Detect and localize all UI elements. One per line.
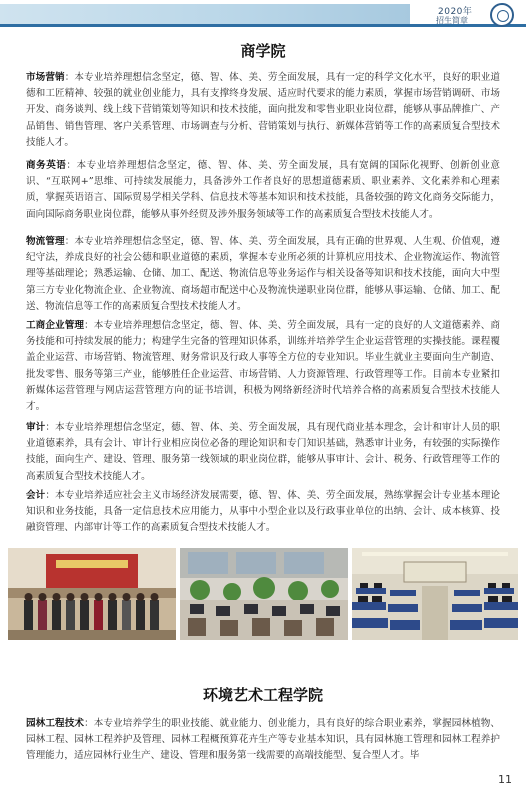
group-photo — [8, 548, 176, 640]
major-label: 商务英语 — [26, 160, 67, 171]
page-number: 11 — [498, 773, 512, 786]
major-description: ：本专业培养理想信念坚定，德、智、体、美、劳全面发展，具有正确的世界观、人生观、价值观，遵纪守法，养成良好的社会公德和职业道德的素质，掌握本专业所必须的计算机应用技术、企业物流运作、物流管理等基础理论；熟悉运输、仓储、加工、配送、物流信息等业务运作与相关设备等知识和技术技能，面向大中型第三方专业化物流企业、企业物流、商场超市配送中心及物流快递职业岗位群，能够从事运输、仓储、加工、配送、物流信息等工作的高素质复合型技术技能人才。 — [26, 236, 501, 312]
header-year: 2020年 — [438, 7, 473, 17]
major-label: 审计 — [26, 422, 46, 433]
major-description: ：本专业培养学生的职业技能、就业能力、创业能力，具有良好的综合职业素养，掌握园林植物、园林工程、园林工程养护及管理、园林工程概预算花卉生产等专业基本知识，具有园林施工管理和园林工程养护管理能力，适应园林行业生产、建设、管理和服务第一线需要的高端技能型、复合型人才。毕 — [26, 718, 501, 762]
major-description: ：本专业培养理想信念坚定，德、智、体、美、劳全面发展，具有现代商业基本理念，会计和审计人员的职业道德素养，具有会计、审计行业相应岗位必备的理论知识和专门知识基础，熟悉审计业务，有较强的实际操作技能，面向生产、建设、管理、服务第一线领域的职业岗位群，能够从事审计、会计、税务、行政管理等工作的高素质复合型技术技能人才。 — [26, 422, 501, 482]
paragraph-business-management — [26, 318, 500, 415]
major-description: ：本专业培养理想信念坚定，德、智、体、美、劳全面发展，具有宽阔的国际化视野、创新创业意识、“互联网+”思维、可持续发展能力，具备涉外工作者良好的思想道德素质、职业素养、文化素养和心理素质，掌握英语语言、国际贸易学相关学科、信息技术等基本知识和技术技能，具备较强的跨文化商务交际能力，面向国际商务职业岗位群，能够从事外经贸及涉外服务领域等工作的高素质复合型技术技能人才。 — [26, 160, 501, 220]
paragraph-marketing — [26, 70, 500, 151]
page-header — [0, 0, 526, 30]
major-label: 工商企业管理 — [26, 320, 85, 331]
major-label: 园林工程技术 — [26, 718, 85, 729]
major-description: ：本专业培养理想信念坚定，德、智、体、美、劳全面发展，具有一定的良好的人文道德素养、商务技能和可持续发展的能力；构建学生完备的管理知识体系，训练并培养学生企业运营管理的实操技能。课程覆盖企业运营、市场营销、物流管理、财务常识及行政人事等全方位的专业知识。毕业生就业主要面向生产制造、批发零售、服务等第三产业，能够胜任企业运营、市场营销、人力资源管理、行政管理等工作。目前本专业紧扣新媒体运营管理与网店运营管理方向的证书培训，积极为网络新经济时代培养合格的高素质复合型技术技能人才。 — [26, 320, 501, 413]
computer-room-photo — [352, 548, 518, 640]
header-subtitle: 招生简章 — [436, 16, 468, 25]
paragraph-logistics — [26, 234, 500, 315]
paragraph-accounting — [26, 488, 500, 537]
major-label: 市场营销 — [26, 72, 65, 83]
section-title-business: 商学院 — [240, 42, 286, 60]
classroom-photo — [180, 548, 348, 640]
major-label: 物流管理 — [26, 236, 65, 247]
major-label: 会计 — [26, 490, 46, 501]
header-band — [0, 4, 410, 24]
section-title-environmental-art: 环境艺术工程学院 — [202, 686, 323, 704]
school-seal-icon — [490, 3, 514, 27]
major-description: ：本专业培养理想信念坚定，德、智、体、美、劳全面发展，具有一定的科学文化水平，良好的职业道德和工匠精神、较强的就业创业能力，具有支撑终身发展、适应时代要求的能力素质，掌握市场营销调研、市场开发、商务谈判、线上线下营销策划等知识和技术技能，面向批发和零售业职业岗位群，能够从事品牌推广、产品销售、销售管理、客户关系管理、市场调查与分析、营销策划与执行、新媒体营销等工作的高素质复合型技术技能人才。 — [26, 72, 501, 148]
major-description: ：本专业培养适应社会主义市场经济发展需要，德、智、体、美、劳全面发展，熟练掌握会计专业基本理论知识和业务技能，具备一定信息技术应用能力，从事中小型企业以及行政事业单位的出纳、会计、成本核算、投融资管理、内部审计等工作的高素质复合型技术技能人才。 — [26, 490, 501, 534]
paragraph-audit — [26, 420, 500, 485]
paragraph-business-english — [26, 158, 500, 223]
paragraph-landscape-engineering — [26, 716, 500, 765]
